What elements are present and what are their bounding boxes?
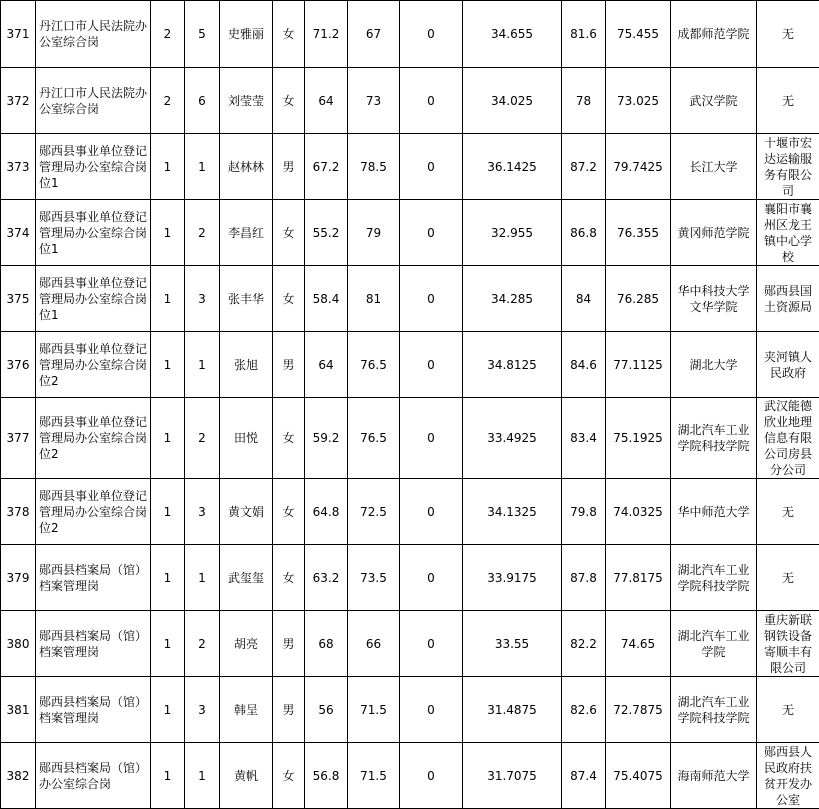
cell-written-score: 64 — [305, 332, 348, 398]
cell-total-score: 79.7425 — [606, 134, 671, 200]
cell-school: 华中师范大学 — [671, 479, 757, 545]
cell-bonus: 0 — [400, 677, 463, 743]
table-row — [1, 266, 819, 332]
cell-number: 376 — [1, 332, 36, 398]
cell-number: 381 — [1, 677, 36, 743]
table-row — [1, 398, 819, 479]
cell-school: 长江大学 — [671, 134, 757, 200]
cell-bonus: 0 — [400, 545, 463, 611]
cell-professional-score: 78.5 — [348, 134, 400, 200]
table-row — [1, 611, 819, 677]
cell-school: 海南师范大学 — [671, 743, 757, 809]
cell-interview-score: 87.4 — [562, 743, 606, 809]
cell-professional-score: 66 — [348, 611, 400, 677]
cell-rank: 1 — [185, 332, 220, 398]
cell-work-unit: 郧西县国土资源局 — [757, 266, 819, 332]
cell-gender: 女 — [273, 479, 305, 545]
cell-name: 韩呈 — [220, 677, 273, 743]
cell-name: 史雅丽 — [220, 1, 273, 68]
cell-number: 382 — [1, 743, 36, 809]
cell-weighted-written: 34.025 — [463, 68, 562, 134]
cell-gender: 男 — [273, 611, 305, 677]
cell-professional-score: 81 — [348, 266, 400, 332]
cell-school: 武汉学院 — [671, 68, 757, 134]
cell-number: 373 — [1, 134, 36, 200]
cell-weighted-written: 34.655 — [463, 1, 562, 68]
cell-professional-score: 79 — [348, 200, 400, 266]
cell-rank: 1 — [185, 743, 220, 809]
cell-weighted-written: 34.1325 — [463, 479, 562, 545]
cell-school: 成都师范学院 — [671, 1, 757, 68]
cell-gender: 女 — [273, 266, 305, 332]
cell-name: 田悦 — [220, 398, 273, 479]
cell-bonus: 0 — [400, 1, 463, 68]
cell-work-unit: 无 — [757, 68, 819, 134]
cell-rank: 2 — [185, 398, 220, 479]
cell-work-unit: 无 — [757, 545, 819, 611]
cell-written-score: 56 — [305, 677, 348, 743]
cell-school: 华中科技大学文华学院 — [671, 266, 757, 332]
cell-work-unit: 无 — [757, 677, 819, 743]
cell-interview-score: 87.2 — [562, 134, 606, 200]
cell-professional-score: 67 — [348, 1, 400, 68]
cell-total-score: 75.1925 — [606, 398, 671, 479]
cell-school: 湖北汽车工业学院 — [671, 611, 757, 677]
cell-weighted-written: 32.955 — [463, 200, 562, 266]
cell-work-unit: 无 — [757, 1, 819, 68]
cell-number: 377 — [1, 398, 36, 479]
table-row — [1, 68, 819, 134]
cell-bonus: 0 — [400, 611, 463, 677]
cell-total-score: 75.455 — [606, 1, 671, 68]
cell-plan-count: 2 — [151, 68, 185, 134]
cell-weighted-written: 31.7075 — [463, 743, 562, 809]
cell-written-score: 58.4 — [305, 266, 348, 332]
cell-total-score: 74.65 — [606, 611, 671, 677]
cell-name: 刘莹莹 — [220, 68, 273, 134]
cell-weighted-written: 34.285 — [463, 266, 562, 332]
cell-position: 郧西县档案局（馆）档案管理岗 — [36, 677, 151, 743]
cell-number: 380 — [1, 611, 36, 677]
cell-professional-score: 76.5 — [348, 398, 400, 479]
cell-total-score: 77.1125 — [606, 332, 671, 398]
cell-position: 郧西县档案局（馆）档案管理岗 — [36, 545, 151, 611]
table-row — [1, 479, 819, 545]
cell-name: 李昌红 — [220, 200, 273, 266]
cell-gender: 女 — [273, 200, 305, 266]
cell-work-unit: 襄阳市襄州区龙王镇中心学校 — [757, 200, 819, 266]
table-body — [1, 1, 819, 809]
cell-written-score: 63.2 — [305, 545, 348, 611]
cell-position: 丹江口市人民法院办公室综合岗 — [36, 68, 151, 134]
table-row — [1, 545, 819, 611]
cell-plan-count: 2 — [151, 1, 185, 68]
cell-plan-count: 1 — [151, 134, 185, 200]
cell-weighted-written: 33.9175 — [463, 545, 562, 611]
cell-name: 黄帆 — [220, 743, 273, 809]
cell-school: 湖北汽车工业学院科技学院 — [671, 677, 757, 743]
cell-written-score: 67.2 — [305, 134, 348, 200]
cell-work-unit: 夹河镇人民政府 — [757, 332, 819, 398]
cell-interview-score: 84 — [562, 266, 606, 332]
cell-position: 郧西县事业单位登记管理局办公室综合岗位1 — [36, 200, 151, 266]
cell-interview-score: 79.8 — [562, 479, 606, 545]
cell-name: 张旭 — [220, 332, 273, 398]
cell-rank: 3 — [185, 266, 220, 332]
cell-bonus: 0 — [400, 200, 463, 266]
cell-written-score: 56.8 — [305, 743, 348, 809]
cell-work-unit: 武汉能德欣业地理信息有限公司房县分公司 — [757, 398, 819, 479]
cell-position: 郧西县事业单位登记管理局办公室综合岗位2 — [36, 398, 151, 479]
cell-position: 丹江口市人民法院办公室综合岗 — [36, 1, 151, 68]
cell-bonus: 0 — [400, 332, 463, 398]
cell-professional-score: 73.5 — [348, 545, 400, 611]
cell-rank: 5 — [185, 1, 220, 68]
table-row — [1, 1, 819, 68]
cell-professional-score: 73 — [348, 68, 400, 134]
cell-number: 374 — [1, 200, 36, 266]
cell-weighted-written: 33.4925 — [463, 398, 562, 479]
cell-total-score: 75.4075 — [606, 743, 671, 809]
cell-interview-score: 82.2 — [562, 611, 606, 677]
cell-bonus: 0 — [400, 68, 463, 134]
cell-name: 武玺玺 — [220, 545, 273, 611]
cell-number: 371 — [1, 1, 36, 68]
cell-plan-count: 1 — [151, 743, 185, 809]
cell-plan-count: 1 — [151, 200, 185, 266]
cell-written-score: 68 — [305, 611, 348, 677]
cell-professional-score: 76.5 — [348, 332, 400, 398]
cell-rank: 6 — [185, 68, 220, 134]
cell-position: 郧西县事业单位登记管理局办公室综合岗位1 — [36, 134, 151, 200]
cell-written-score: 55.2 — [305, 200, 348, 266]
cell-name: 黄文娟 — [220, 479, 273, 545]
cell-position: 郧西县事业单位登记管理局办公室综合岗位1 — [36, 266, 151, 332]
cell-gender: 女 — [273, 743, 305, 809]
cell-rank: 1 — [185, 545, 220, 611]
cell-number: 379 — [1, 545, 36, 611]
table-row — [1, 743, 819, 809]
table-row — [1, 677, 819, 743]
cell-professional-score: 72.5 — [348, 479, 400, 545]
cell-work-unit: 十堰市宏达运输服务有限公司 — [757, 134, 819, 200]
cell-written-score: 64.8 — [305, 479, 348, 545]
cell-gender: 男 — [273, 677, 305, 743]
cell-plan-count: 1 — [151, 677, 185, 743]
cell-position: 郧西县事业单位登记管理局办公室综合岗位2 — [36, 479, 151, 545]
cell-number: 378 — [1, 479, 36, 545]
cell-name: 张丰华 — [220, 266, 273, 332]
cell-weighted-written: 34.8125 — [463, 332, 562, 398]
cell-rank: 3 — [185, 479, 220, 545]
cell-plan-count: 1 — [151, 479, 185, 545]
cell-school: 黄冈师范学院 — [671, 200, 757, 266]
cell-plan-count: 1 — [151, 332, 185, 398]
cell-rank: 1 — [185, 134, 220, 200]
cell-total-score: 77.8175 — [606, 545, 671, 611]
table-row — [1, 200, 819, 266]
cell-name: 胡亮 — [220, 611, 273, 677]
cell-bonus: 0 — [400, 398, 463, 479]
cell-bonus: 0 — [400, 134, 463, 200]
cell-work-unit: 郧西县人民政府扶贫开发办公室 — [757, 743, 819, 809]
cell-professional-score: 71.5 — [348, 677, 400, 743]
cell-written-score: 71.2 — [305, 1, 348, 68]
cell-written-score: 59.2 — [305, 398, 348, 479]
cell-work-unit: 无 — [757, 479, 819, 545]
cell-plan-count: 1 — [151, 266, 185, 332]
cell-school: 湖北汽车工业学院科技学院 — [671, 398, 757, 479]
cell-written-score: 64 — [305, 68, 348, 134]
cell-gender: 男 — [273, 134, 305, 200]
cell-position: 郧西县事业单位登记管理局办公室综合岗位2 — [36, 332, 151, 398]
cell-bonus: 0 — [400, 266, 463, 332]
cell-gender: 女 — [273, 68, 305, 134]
cell-gender: 女 — [273, 398, 305, 479]
cell-name: 赵林林 — [220, 134, 273, 200]
cell-bonus: 0 — [400, 479, 463, 545]
cell-total-score: 73.025 — [606, 68, 671, 134]
cell-weighted-written: 33.55 — [463, 611, 562, 677]
cell-work-unit: 重庆新联钢铁设备寄顺丰有限公司 — [757, 611, 819, 677]
cell-weighted-written: 31.4875 — [463, 677, 562, 743]
cell-plan-count: 1 — [151, 611, 185, 677]
cell-interview-score: 83.4 — [562, 398, 606, 479]
cell-plan-count: 1 — [151, 398, 185, 479]
cell-total-score: 76.355 — [606, 200, 671, 266]
cell-school: 湖北大学 — [671, 332, 757, 398]
cell-number: 375 — [1, 266, 36, 332]
cell-rank: 2 — [185, 611, 220, 677]
cell-interview-score: 84.6 — [562, 332, 606, 398]
cell-interview-score: 81.6 — [562, 1, 606, 68]
cell-gender: 女 — [273, 545, 305, 611]
cell-total-score: 76.285 — [606, 266, 671, 332]
cell-interview-score: 86.8 — [562, 200, 606, 266]
cell-position: 郧西县档案局（馆）办公室综合岗 — [36, 743, 151, 809]
table-row — [1, 332, 819, 398]
cell-professional-score: 71.5 — [348, 743, 400, 809]
cell-rank: 3 — [185, 677, 220, 743]
cell-weighted-written: 36.1425 — [463, 134, 562, 200]
cell-number: 372 — [1, 68, 36, 134]
cell-rank: 2 — [185, 200, 220, 266]
cell-total-score: 74.0325 — [606, 479, 671, 545]
table-row — [1, 134, 819, 200]
cell-interview-score: 78 — [562, 68, 606, 134]
cell-gender: 女 — [273, 1, 305, 68]
cell-total-score: 72.7875 — [606, 677, 671, 743]
cell-interview-score: 82.6 — [562, 677, 606, 743]
cell-plan-count: 1 — [151, 545, 185, 611]
cell-bonus: 0 — [400, 743, 463, 809]
cell-school: 湖北汽车工业学院科技学院 — [671, 545, 757, 611]
cell-gender: 男 — [273, 332, 305, 398]
cell-position: 郧西县档案局（馆）档案管理岗 — [36, 611, 151, 677]
cell-interview-score: 87.8 — [562, 545, 606, 611]
